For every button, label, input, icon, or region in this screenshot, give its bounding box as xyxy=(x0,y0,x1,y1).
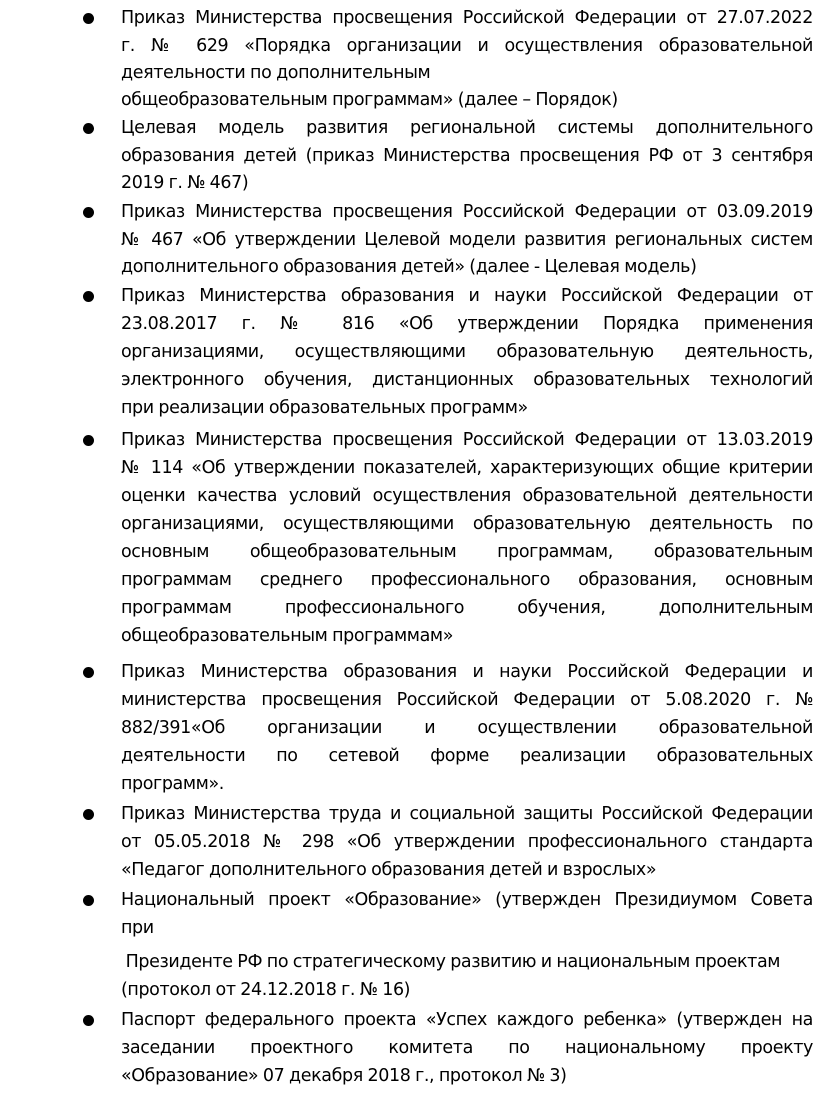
list-item-line: дополнительного образования детей» (далее - Целевая модель) xyxy=(121,257,697,277)
list-item-line: Президенте РФ по стратегическому развитию и национальным проектам xyxy=(121,952,781,972)
list-item-line: организациями, осуществляющими образовательную деятельность по xyxy=(121,514,813,534)
list-item-line: № 114 «Об утверждении показателей, характеризующих общие критерии xyxy=(121,458,813,478)
list-item-line: организациями, осуществляющими образовательную деятельность, xyxy=(121,342,813,362)
list-item-line: г. № 629 «Порядка организации и осуществления образовательной xyxy=(121,36,813,56)
list-item-line: программам среднего профессионального образования, основным xyxy=(121,570,813,590)
list-item-line: деятельности по сетевой форме реализации образовательных xyxy=(121,746,813,766)
list-item-line: 882/391«Об организации и осуществлении образовательной xyxy=(121,718,813,738)
list-item-line: Национальный проект «Образование» (утвержден Президиумом Совета xyxy=(121,890,813,910)
list-item-line: образования детей (приказ Министерства просвещения РФ от 3 сентября xyxy=(121,146,813,166)
list-item-line: Целевая модель развития региональной системы дополнительного xyxy=(121,118,813,138)
list-item-line: общеобразовательным программам» xyxy=(121,626,454,646)
list-item-line: министерства просвещения Российской Федерации от 5.08.2020 г. № xyxy=(121,690,813,710)
bullet-icon xyxy=(83,1015,94,1026)
bullet-icon xyxy=(83,13,94,24)
bullet-icon xyxy=(83,667,94,678)
list-item-line: 2019 г. № 467) xyxy=(121,173,249,193)
list-item-line: Приказ Министерства просвещения Российской Федерации от 27.07.2022 xyxy=(121,8,813,28)
list-item-line: Паспорт федерального проекта «Успех каждого ребенка» (утвержден на xyxy=(121,1010,813,1030)
list-item-line: (протокол от 24.12.2018 г. № 16) xyxy=(121,980,411,1000)
bullet-icon xyxy=(83,207,94,218)
list-item-line: программам профессионального обучения, дополнительным xyxy=(121,598,813,618)
list-item-line: при xyxy=(121,918,154,938)
list-item-line: Приказ Министерства образования и науки Российской Федерации и xyxy=(121,662,813,682)
list-item-line: 23.08.2017 г. № 816 «Об утверждении Порядка применения xyxy=(121,314,813,334)
list-item-line: электронного обучения, дистанционных образовательных технологий xyxy=(121,370,813,390)
list-item-line: «Образование» 07 декабря 2018 г., протокол № 3) xyxy=(121,1066,567,1086)
list-item-line: № 467 «Об утверждении Целевой модели развития региональных систем xyxy=(121,230,813,250)
list-item-line: Приказ Министерства просвещения Российской Федерации от 03.09.2019 xyxy=(121,202,813,222)
list-item-line: заседании проектного комитета по национальному проекту xyxy=(121,1038,813,1058)
list-item-line: оценки качества условий осуществления образовательной деятельности xyxy=(121,486,813,506)
list-item-line: Приказ Министерства труда и социальной защиты Российской Федерации xyxy=(121,804,813,824)
list-item-line: основным общеобразовательным программам, образовательным xyxy=(121,542,813,562)
list-item-line: Приказ Министерства просвещения Российской Федерации от 13.03.2019 xyxy=(121,430,813,450)
list-item-line: Приказ Министерства образования и науки Российской Федерации от xyxy=(121,286,813,306)
list-item-line: общеобразовательным программам» (далее – Порядок) xyxy=(121,90,618,110)
list-item-line: при реализации образовательных программ» xyxy=(121,398,528,418)
bullet-icon xyxy=(83,895,94,906)
bullet-icon xyxy=(83,291,94,302)
list-item-line: деятельности по дополнительным xyxy=(121,63,431,83)
bullet-icon xyxy=(83,809,94,820)
bullet-icon xyxy=(83,123,94,134)
list-item-line: программ». xyxy=(121,774,224,794)
list-item-line: «Педагог дополнительного образования детей и взрослых» xyxy=(121,860,657,880)
list-item-line: от 05.05.2018 № 298 «Об утверждении профессионального стандарта xyxy=(121,832,813,852)
bullet-icon xyxy=(83,435,94,446)
